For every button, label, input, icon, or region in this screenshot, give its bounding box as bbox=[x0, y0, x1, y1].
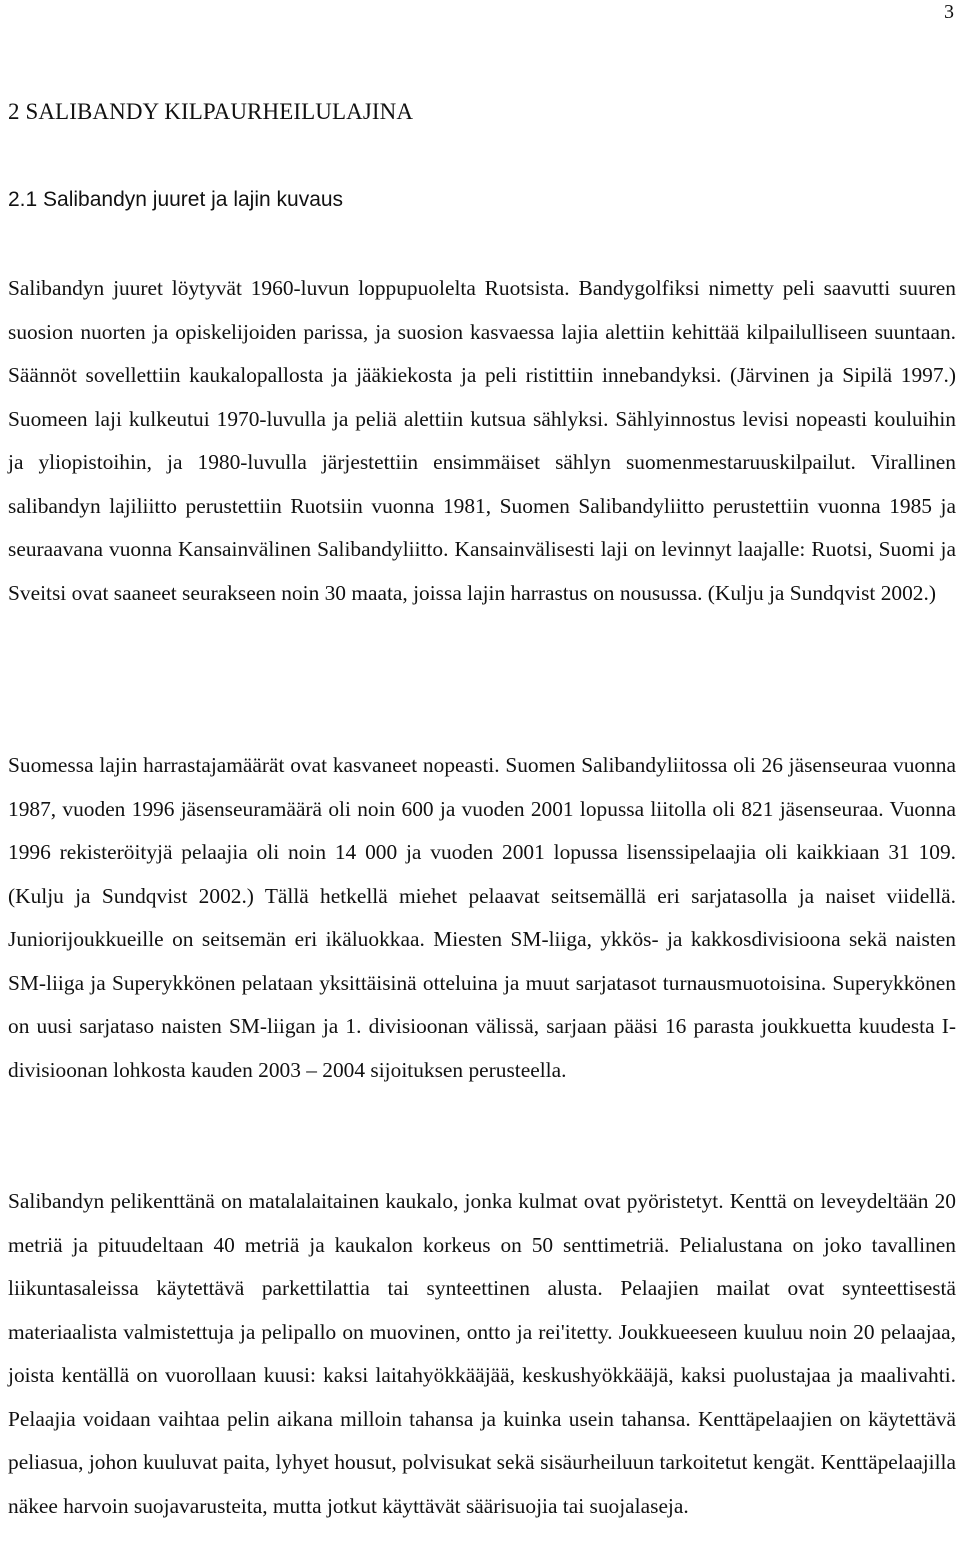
paragraph-history: Salibandyn juuret löytyvät 1960-luvun loppupuolelta Ruotsista. Bandygolfiksi nimetty peli saavutti suuren suosion nuorten ja opiskelijoiden parissa, ja suosion kasvaessa lajia alettiin kehittää kilpailulliseen suuntaan. Säännöt sovellettiin kaukalopallosta ja jääkiekosta ja peli ristittiin innebandyksi. (Järvinen ja Sipilä 1997.) Suomeen laji kulkeutui 1970-luvulla ja peliä alettiin kutsua sählyksi. Sählyinnostus levisi nopeasti kouluihin ja yliopistoihin, ja 1980-luvulla järjestettiin ensimmäiset sählyn suomenmestaruuskilpailut. Virallinen salibandyn lajiliitto perustettiin Ruotsiin vuonna 1981, Suomen Salibandyliitto perustettiin vuonna 1985 ja seuraavana vuonna Kansainvälinen Salibandyliitto. Kansainvälisesti laji on levinnyt laajalle: Ruotsi, Suomi ja Sveitsi ovat saaneet seurakseen noin 30 maata, joissa lajin harrastus on nousussa. (Kulju ja Sundqvist 2002.) bbox=[8, 276, 956, 605]
paragraph-rink-and-equipment: Salibandyn pelikenttänä on matalalaitainen kaukalo, jonka kulmat ovat pyöristetyt. Kenttä on leveydeltään 20 metriä ja pituudeltaan 40 metriä ja kaukalon korkeus on 50 senttimetriä. Pelialustana on joko tavallinen liikuntasaleissa käytettävä parkettilattia tai synteettinen alusta. Pelaajien mailat ovat synteettisestä materiaalista valmistettuja ja pelipallo on muovinen, ontto ja rei'itetty. Joukkueeseen kuuluu noin 20 pelaajaa, joista kentällä on vuorollaan kuusi: kaksi laitahyökkääjää, keskushyökkääjä, kaksi puolustajaa ja maalivahti. Pelaajia voidaan vaihtaa pelin aikana milloin tahansa ja kuinka usein tahansa. Kenttäpelaajien on käytettävä peliasua, johon kuuluvat paita, lyhyet housut, polvisukat sekä sisäurheiluun tarkoitetut kengät. Kenttäpelaajilla näkee harvoin suojavarusteita, mutta jotkut käyttävät säärisuojia tai suojalaseja. bbox=[8, 1189, 956, 1518]
page-number: 3 bbox=[944, 1, 954, 23]
section-heading: 2.1 Salibandyn juuret ja lajin kuvaus bbox=[8, 188, 344, 211]
paragraph-finland-growth: Suomessa lajin harrastajamäärät ovat kasvaneet nopeasti. Suomen Salibandyliitossa oli 26 jäsenseuraa vuonna 1987, vuoden 1996 jäsenseuramäärä oli noin 600 ja vuoden 2001 lopussa liitolla oli 821 jäsenseuraa. Vuonna 1996 rekisteröityjä pelaajia oli noin 14 000 ja vuoden 2001 lopussa lisenssipelaajia oli kaikkiaan 31 109. (Kulju ja Sundqvist 2002.) Tällä hetkellä miehet pelaavat seitsemällä eri sarjatasolla ja naiset viidellä. Juniorijoukkueille on seitsemän eri ikäluokkaa. Miesten SM-liiga, ykkös- ja kakkosdivisioona sekä naisten SM-liiga ja Superykkönen pelataan yksittäisinä otteluina ja muut sarjatasot turnausmuotoisina. Superykkönen on uusi sarjataso naisten SM-liigan ja 1. divisioonan välissä, sarjaan pääsi 16 parasta joukkuetta kuudesta I-divisioonan lohkosta kauden 2003 – 2004 sijoituksen perusteella. bbox=[8, 753, 956, 1082]
chapter-heading: 2 SALIBANDY KILPAURHEILULAJINA bbox=[8, 99, 414, 124]
